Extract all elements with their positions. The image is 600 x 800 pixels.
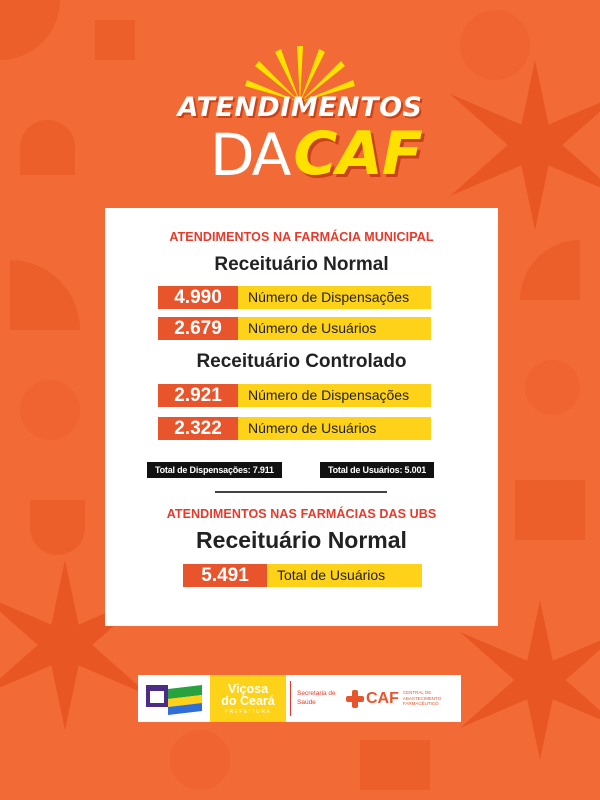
stat-value: 2.322 xyxy=(158,417,238,440)
secretaria-logo xyxy=(290,681,340,716)
municipal-controlado-title: Receituário Controlado xyxy=(196,351,407,372)
vicosa-line1: Viçosa xyxy=(227,681,269,696)
stats-card xyxy=(105,208,498,626)
municipal-controlado-dispensacoes-row xyxy=(158,384,431,407)
ubs-usuarios-row xyxy=(183,564,422,587)
ubs-section-title: ATENDIMENTOS NAS FARMÁCIAS DAS UBS xyxy=(166,507,437,521)
ubs-normal-title: Receituário Normal xyxy=(196,527,407,553)
total-usuarios-badge: Total de Usuários: 5.001 xyxy=(320,462,434,478)
municipal-normal-title: Receituário Normal xyxy=(214,254,389,275)
stat-label: Número de Dispensações xyxy=(238,384,431,407)
municipal-controlado-usuarios-row xyxy=(158,417,431,440)
title-atendimentos: ATENDIMENTOS xyxy=(177,92,423,123)
stat-value: 2.679 xyxy=(158,317,238,340)
vicosa-logo xyxy=(210,675,286,722)
stat-label: Número de Usuários xyxy=(238,317,431,340)
caf-logo-text: CAF xyxy=(366,689,399,707)
header xyxy=(0,40,600,190)
stat-label: Número de Dispensações xyxy=(238,286,431,309)
vicosa-line2: do Ceará xyxy=(221,694,275,708)
secretaria-line2: Saúde xyxy=(297,698,316,706)
stat-label: Número de Usuários xyxy=(238,417,431,440)
vicosa-line3: PREFEITURA xyxy=(224,708,272,715)
municipal-normal-dispensacoes-row xyxy=(158,286,431,309)
stat-value: 4.990 xyxy=(158,286,238,309)
secretaria-line1: Secretaria de xyxy=(297,690,336,698)
stat-value: 2.921 xyxy=(158,384,238,407)
municipal-flag-logo xyxy=(138,675,210,722)
title-da: DA xyxy=(210,121,290,189)
logos-bar xyxy=(138,675,461,722)
divider xyxy=(215,491,387,493)
caf-logo-subtitle: CENTRAL DE ABASTECIMENTO FARMACÊUTICO xyxy=(402,689,442,707)
caf-logo xyxy=(340,675,461,722)
cross-icon xyxy=(346,690,364,708)
stat-label: Total de Usuários xyxy=(267,564,422,587)
municipal-section-title: ATENDIMENTOS NA FARMÁCIA MUNICIPAL xyxy=(169,230,434,244)
stat-value: 5.491 xyxy=(183,564,267,587)
municipal-normal-usuarios-row xyxy=(158,317,431,340)
title-caf: CAF xyxy=(293,119,422,189)
flag-icon xyxy=(138,675,210,722)
total-dispensacoes-badge: Total de Dispensações: 7.911 xyxy=(147,462,282,478)
title-da-caf xyxy=(210,119,422,189)
